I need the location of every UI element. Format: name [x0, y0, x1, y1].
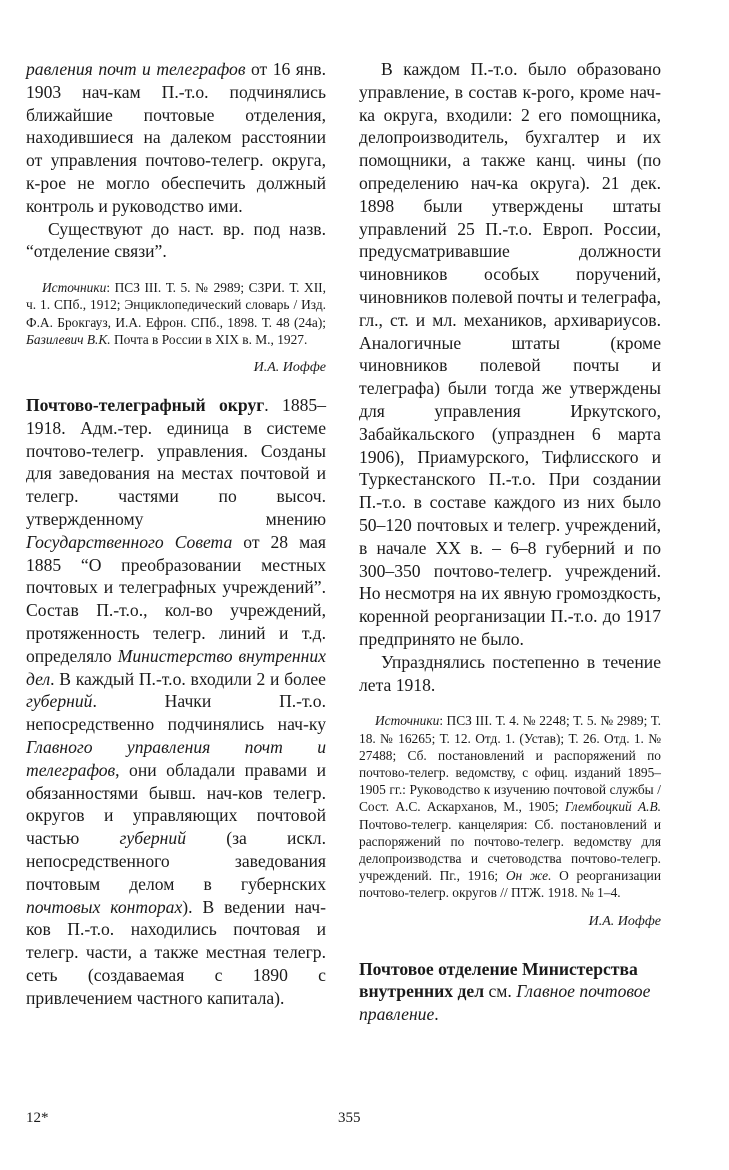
- left-column: [26, 58, 326, 1010]
- sources-text: : ПСЗ III. Т. 4. № 2248; Т. 5. № 2989; Т. 18. № 16265; Т. 12. Отд. 1. (Устав); Т. 26. Отд. 1. № 27488; Сб. постановлений и распоряжений по почтово-телегр. ведомству, с офиц. изданий 1895–1905 гг.: Руководство к изучению почтовой службы / Сост. А.С. Аскарханов, М., 1905;: [359, 713, 661, 815]
- sources-author: Глембоцкий А.В.: [564, 799, 661, 815]
- page-number: 355: [338, 1110, 361, 1126]
- cross-reference-link[interactable]: Главное почтовое правление: [359, 981, 651, 1025]
- entry-text: . Начки П.-т.о. непосредственно подчинялись нач-ку: [26, 691, 326, 735]
- sources-text: : ПСЗ III. Т. 5. № 2989; СЗРИ. Т. XII, ч. 1. СПб., 1912; Энциклопедический словарь / Изд. Ф.А. Брокгауз, И.А. Ефрон. СПб., 1898. Т. 48 (24а);: [26, 280, 326, 330]
- sources-text: О реорганизации почтово-телегр. округов // ПТЖ. 1918. № 1–4.: [359, 868, 661, 901]
- right-column: [359, 58, 661, 1026]
- italic-reference: равления почт и телеграфов: [26, 59, 246, 79]
- italic-reference: почтовых конторах: [26, 896, 183, 917]
- sources-text: Почта в России в XIX в. М., 1927.: [110, 331, 308, 347]
- entry-text: . 1885–1918. Адм.-тер. единица в системе почтово-телегр. управления. Созданы для заведования на местах почтовой и телегр. частями по высоч. утвержденному мнению: [26, 394, 326, 529]
- sources-label: Источники: [42, 280, 107, 296]
- sources-author: Он же.: [505, 868, 552, 884]
- entry-post-office-ministry: [359, 958, 661, 1026]
- signature-mark: 12*: [26, 1110, 49, 1126]
- paragraph-continuation: [26, 58, 326, 218]
- sources-author: Базилевич В.К.: [26, 331, 111, 347]
- paragraph-text: от 16 янв. 1903 нач-кам П.-т.о. подчинялись ближайшие почтовые отделения, находившиеся на далеком расстоянии от управления почтово-телегр. округа, к-рое не могло обеспечить должный контроль и руководство ими.: [26, 59, 326, 216]
- italic-reference: Главного управления почт и телеграфов: [26, 736, 326, 780]
- entry-text: .: [434, 1004, 439, 1025]
- entry-post-telegraph-district: [26, 394, 326, 1010]
- italic-reference: Государственного Совета: [26, 531, 233, 552]
- italic-reference: губерний: [119, 828, 186, 849]
- paragraph-current-name: Существуют до наст. вр. под назв. “отделение связи”.: [26, 218, 326, 262]
- entry-text: , они обладали правами и обязанностями бывш. нач-ков телегр. округов и управляющих почтовой частью: [26, 759, 326, 849]
- entry-heading: Почтово-телеграфный округ: [26, 394, 265, 415]
- entry-text: ). В ведении нач-ков П.-т.о. находились почтовая и телегр. части, а также местная телегр. сеть (создаваемая с 1890 с привлечением частного капитала).: [26, 896, 326, 1008]
- italic-reference: Министерство внутренних дел: [26, 645, 326, 689]
- entry-heading: Почтовое отделение Министерства внутренних дел: [359, 958, 638, 1002]
- article-author: И.А. Иоффе: [253, 359, 326, 375]
- sources-text: Почтово-телегр. канцелярия: Сб. постановлений и распоряжений по почтово-телегр. ведомству для делопроизводства и счетоводства почтово-телегр. учреждений. Пг., 1916;: [359, 816, 661, 884]
- italic-reference: губерний: [26, 691, 93, 712]
- sources-label: Источники: [375, 713, 440, 729]
- sources-block: [359, 712, 661, 901]
- article-author: И.А. Иоффе: [588, 913, 661, 929]
- paragraph-abolished: Упразднялись постепенно в течение лета 1918.: [359, 651, 661, 695]
- entry-text: . В каждый П.-т.о. входили 2 и более: [50, 668, 326, 689]
- paragraph-administration: В каждом П.-т.о. было образовано управление, в состав к-рого, кроме нач-ка округа, входили: 2 его помощника, делопроизводитель, бухгалтер и их помощники, а также канц. чины (по определению нач-ка округа). 21 дек. 1898 были утверждены штаты управлений 25 П.-т.о. Европ. России, предусматривавшие должности чиновников особых поручений, чиновников полевой почты и телеграфа, гл., ст. и мл. механиков, архивариусов. Аналогичные штаты (кроме чиновников полевой почты и телеграфа) были тогда же утверждены для управления Иркутского, Забайкальского (упразднен 6 марта 1906), Приамурского, Тифлисского и Туркестанского П.-т.о. При создании П.-т.о. в составе каждого из них было 50–120 почтовых и телегр. учреждений, в начале XX в. – 6–8 губерний и по 300–350 почтово-телегр. учреждений. Но несмотря на их явную громоздкость, коренной реорганизации П.-т.о. до 1917 предпринято не было.: [359, 59, 661, 649]
- entry-text: от 28 мая 1885 “О преобразовании местных почтовых и телеграфных учреждений”. Состав П.-т.о., кол-во учреждений, протяженность телегр. линий и т.д. определяло: [26, 531, 326, 666]
- entry-text: см.: [484, 981, 517, 1002]
- sources-block: [26, 279, 326, 348]
- entry-text: (за искл. непосредственного заведования почтовым делом в губернских: [26, 828, 326, 894]
